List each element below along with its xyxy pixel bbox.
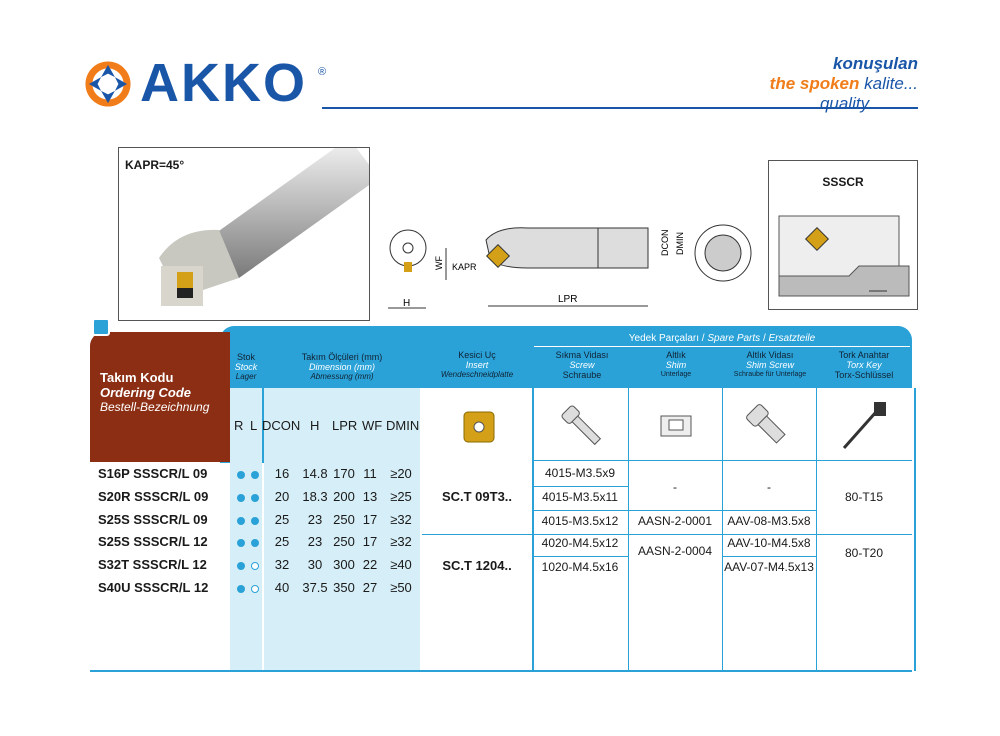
cell-dcon: 32 [274,557,290,572]
product-table [90,326,912,671]
insert-12: SC.T 1204.. [442,558,512,573]
spare-de: Ersatzteile [768,333,816,344]
stock-dot-icon [251,494,259,502]
stock-dot-icon [251,585,259,593]
stock-dot-icon [237,539,245,547]
stock-l-dot [248,557,262,575]
cell-h: 37.5 [302,580,328,595]
slogan-line3: quality... [819,94,882,113]
stock-dot-icon [237,494,245,502]
slogan-line1: konuşulan [832,54,918,73]
shimscrew-header [724,350,816,380]
screw-1: 4015-M3.5x9 [544,466,616,480]
shim-screw-2: AAV-08-M3.5x8 [727,514,811,528]
screw-3: 4015-M3.5x12 [541,514,619,528]
insert-de: Wendeschneidplatte [440,370,514,379]
shimscrew-tr: Altlık Vidası [746,350,794,360]
stock-en: Stock [234,362,258,372]
stock-header [230,352,262,382]
screw-header [536,350,628,380]
cell-h: 14.8 [302,466,328,481]
code-header [100,370,209,414]
stock-l-dot [248,466,262,484]
shim-screw-icon [742,400,794,452]
stock-l-dot [248,534,262,552]
screw-icon [556,400,608,452]
col-dmin: DMIN [386,418,420,433]
stock-r-dot [234,466,248,484]
shim-tr: Altlık [666,350,686,360]
cell-h: 23 [307,534,323,549]
cell-lpr: 250 [333,512,355,527]
slogan-line2b: kalite... [864,74,918,93]
stock-l-dot [248,512,262,530]
stock-r-dot [234,534,248,552]
dims-de: Abmessung (mm) [310,372,374,381]
spare-tr: Yedek Parçaları [628,333,700,344]
cell-wf: 17 [362,534,378,549]
stock-r-dot [234,489,248,507]
cell-dmin: ≥40 [390,557,412,572]
shim-2: AASN-2-0001 [637,514,713,528]
stock-dot-icon [237,585,245,593]
spare-divider [534,346,910,347]
key-de: Torx-Schlüssel [834,370,894,380]
key-1: 80-T15 [844,490,884,504]
shim-screw-4: AAV-07-M4.5x13 [724,560,814,574]
cell-dcon: 25 [274,512,290,527]
row-code: S25S SSSCR/L 09 [98,512,208,527]
stock-de: Lager [235,372,257,381]
sssc-title: SSSCR [822,175,864,189]
row-code: S32T SSSCR/L 12 [98,557,207,572]
kapr-label: KAPR=45° [125,158,185,172]
boring-bar-photo-icon [119,148,369,320]
corner-tab [92,318,110,336]
cell-dcon: 40 [274,580,290,595]
cell-dcon: 25 [274,534,290,549]
slogan-line2a: the spoken [769,74,860,93]
slogan-line2 [770,74,918,94]
stock-dot-icon [251,517,259,525]
dimension-schematic [378,208,758,320]
shim-screw-3: AAV-10-M4.5x8 [727,536,811,550]
stock-dot-icon [251,539,259,547]
shim-de: Unterlage [660,371,692,378]
cell-h: 30 [307,557,323,572]
spare-header: Yedek Parçaları / Spare Parts / Ersatzteile [628,333,816,344]
spare-en: Spare Parts [707,333,761,344]
h-dim-label: H [403,298,411,309]
row-code: S16P SSSCR/L 09 [98,466,208,481]
code-en: Ordering Code [100,385,192,400]
row-code: S25S SSSCR/L 12 [98,534,208,549]
key-en: Torx Key [846,360,882,370]
brand-name: AKKO [140,53,307,113]
row-code: S40U SSSCR/L 12 [98,580,209,595]
cell-dmin: ≥20 [390,466,412,481]
stock-dot-icon [237,471,245,479]
wf-dim-label: WF [434,256,444,270]
insert-en: Insert [465,360,489,370]
cell-wf: 27 [362,580,378,595]
cell-dmin: ≥25 [390,489,412,504]
stock-l-dot [248,489,262,507]
cell-dmin: ≥32 [390,512,412,527]
stock-r-dot [234,580,248,598]
screw-4: 4020-M4.5x12 [541,536,619,550]
cell-lpr: 300 [333,557,355,572]
cell-lpr: 200 [333,489,355,504]
shim-screw-1: - [767,480,771,494]
sssc-view [768,160,918,310]
code-tr: Takım Kodu [100,370,174,385]
cell-lpr: 250 [333,534,355,549]
stock-r-dot [234,512,248,530]
stock-dot-icon [237,562,245,570]
cell-dcon: 20 [274,489,290,504]
shimscrew-en: Shim Screw [745,360,794,370]
insert-icon [462,410,496,444]
col-l: L [250,418,258,433]
cell-wf: 22 [362,557,378,572]
col-dcon: DCON [262,418,301,433]
col-lpr: LPR [332,418,358,433]
stock-l-dot [248,580,262,598]
screw-2: 4015-M3.5x11 [542,490,618,504]
sssc-drawing-icon [769,201,917,301]
stock-dot-icon [237,517,245,525]
lpr-dim-label: LPR [558,294,578,305]
col-h: H [310,418,320,433]
cell-lpr: 350 [333,580,355,595]
stock-r-dot [234,557,248,575]
shim-header [630,350,722,380]
dims-en: Dimension (mm) [308,362,375,372]
torx-key-icon [838,398,892,454]
akko-logo-icon [82,58,134,110]
stock-tr: Stok [236,352,255,362]
shim-en: Shim [665,360,687,370]
table-bottom-line [90,670,912,672]
col-r: R [234,418,244,433]
slogan [770,54,918,114]
registered-mark: ® [318,66,327,78]
shimscrew-de: Schraube für Unterlage [733,371,807,378]
col-wf: WF [362,418,383,433]
cell-lpr: 170 [333,466,355,481]
cell-h: 18.3 [302,489,328,504]
insert-09: SC.T 09T3.. [441,489,513,504]
insert-tr: Kesici Uç [458,350,496,360]
dims-tr: Takım Ölçüleri (mm) [301,352,383,362]
row-code: S20R SSSCR/L 09 [98,489,209,504]
dmin-dim-label: DMIN [675,232,685,255]
cell-dmin: ≥32 [390,534,412,549]
screw-5: 1020-M4.5x16 [541,560,619,574]
cell-wf: 13 [362,489,378,504]
stock-dot-icon [251,471,259,479]
insert-header [422,350,532,380]
cell-wf: 17 [362,512,378,527]
product-photo [118,147,370,321]
key-header [818,350,910,380]
cell-dcon: 16 [274,466,290,481]
dims-header [264,352,420,382]
key-2: 80-T20 [844,546,884,560]
shim-1: - [673,480,677,494]
shim-3: AASN-2-0004 [637,544,713,558]
stock-dot-icon [251,562,259,570]
code-de: Bestell-Bezeichnung [100,400,210,414]
screw-tr: Sıkma Vidası [555,350,609,360]
cell-dmin: ≥50 [390,580,412,595]
shim-icon [658,410,694,440]
dcon-dim-label: DCON [660,229,670,256]
screw-en: Screw [569,360,595,370]
cell-h: 23 [307,512,323,527]
cell-wf: 11 [363,466,377,481]
key-tr: Tork Anahtar [838,350,890,360]
screw-de: Schraube [562,370,602,380]
kapr-dim-label: KAPR [452,262,477,272]
